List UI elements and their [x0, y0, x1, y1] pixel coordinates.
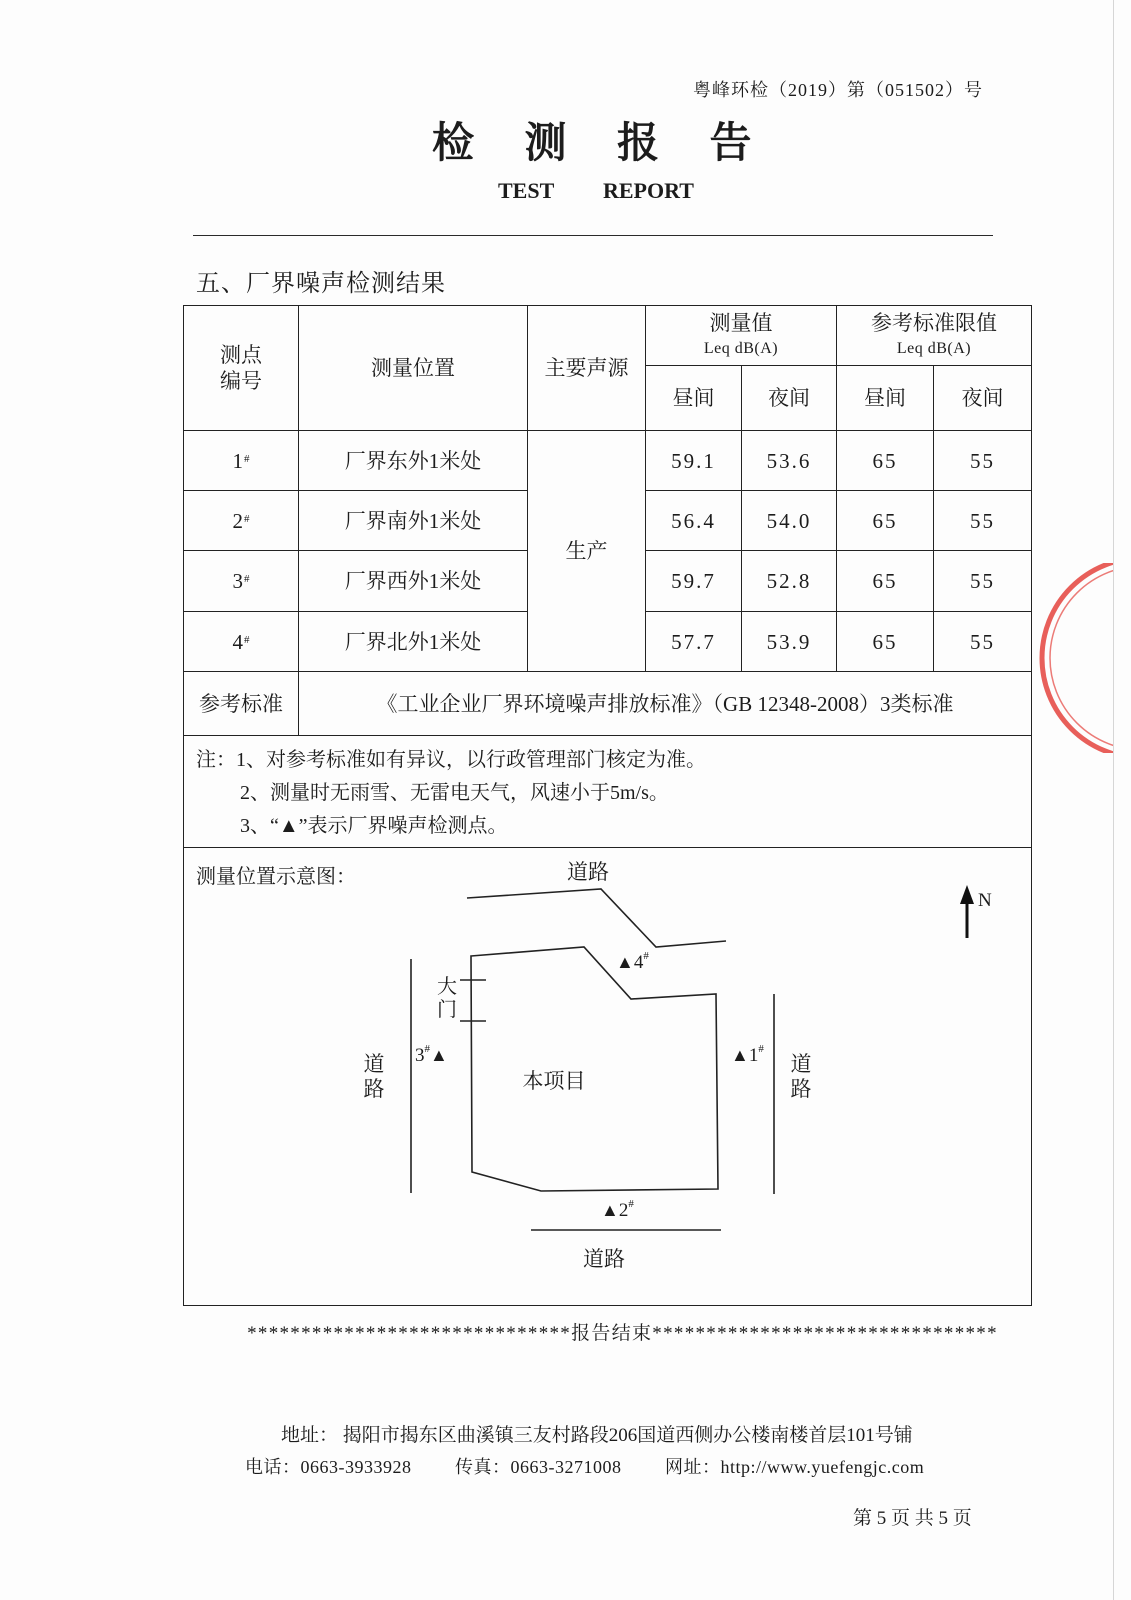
- report-title-en-report: REPORT: [603, 178, 694, 203]
- cell-night-value: 53.6: [742, 431, 837, 491]
- cell-day-value: 59.7: [646, 551, 742, 612]
- cell-limit-day: 65: [837, 612, 934, 672]
- cell-limit-night: 55: [934, 491, 1032, 551]
- cell-limit-day: 65: [837, 551, 934, 612]
- cell-point-id: [184, 551, 299, 612]
- notes-row: [184, 736, 1032, 848]
- point-number: 3: [415, 1045, 425, 1066]
- header-measured-night: 夜间: [742, 366, 837, 431]
- triangle-marker-icon: ▲: [731, 1045, 749, 1065]
- north-label: N: [978, 890, 992, 911]
- cell-limit-night: 55: [934, 431, 1032, 491]
- page-number: 第 5 页 共 5 页: [853, 1508, 972, 1529]
- cell-location: 厂界西外1米处: [299, 551, 528, 612]
- point-suffix: #: [643, 950, 649, 962]
- footer-phone: 电话：0663-3933928: [245, 1457, 412, 1477]
- header-point-id: [184, 306, 299, 431]
- point-number: 3: [232, 569, 243, 593]
- point-number: 2: [618, 1200, 629, 1221]
- note-line-3: 3、“▲”表示厂界噪声检测点。: [240, 815, 508, 837]
- measure-point-1: [731, 1043, 764, 1066]
- noise-results-table: [183, 305, 1032, 1306]
- footer-website: 网址：http://www.yuefengjc.com: [665, 1457, 925, 1477]
- point-suffix: #: [244, 573, 250, 585]
- point-suffix: #: [424, 1043, 430, 1055]
- header-measured-day: 昼间: [646, 366, 742, 431]
- header-limit-night: 夜间: [934, 366, 1032, 431]
- cell-limit-night: 55: [934, 551, 1032, 612]
- header-limit-day: 昼间: [837, 366, 934, 431]
- location-diagram: [184, 848, 1032, 1306]
- cell-night-value: 53.9: [742, 612, 837, 672]
- road-label-right-char-1: 道: [790, 1052, 812, 1076]
- cell-limit-night: 55: [934, 612, 1032, 672]
- header-source: 主要声源: [528, 306, 646, 431]
- road-label-right-char-2: 路: [790, 1077, 812, 1101]
- page-edge-shadow: [1113, 0, 1114, 1600]
- triangle-marker-icon: ▲: [430, 1045, 448, 1065]
- north-arrow-icon: [960, 885, 974, 938]
- diagram-row: [184, 848, 1032, 1306]
- cell-point-id: [184, 491, 299, 551]
- point-number: 1: [232, 448, 243, 473]
- point-suffix: #: [758, 1043, 764, 1055]
- table-row: [184, 431, 1032, 491]
- road-line-top: [467, 889, 726, 947]
- noise-results-table-wrap: [183, 305, 1031, 1306]
- cell-day-value: 59.1: [646, 431, 742, 491]
- point-suffix: #: [244, 452, 250, 465]
- official-seal-stamp: [1030, 563, 1113, 753]
- project-boundary: [471, 947, 718, 1191]
- road-label-left-char-2: 路: [363, 1077, 385, 1101]
- point-number: 4: [232, 629, 243, 654]
- header-divider: [193, 235, 993, 236]
- gate-label-char-2: 门: [437, 999, 457, 1021]
- cell-point-id: [184, 612, 299, 672]
- project-label: 本项目: [522, 1069, 586, 1093]
- point-suffix: #: [628, 1198, 634, 1210]
- triangle-marker-icon: ▲: [601, 1200, 619, 1220]
- road-label-left-char-1: 道: [363, 1052, 385, 1076]
- diagram-caption: 测量位置示意图：: [196, 866, 356, 888]
- cell-point-id: [184, 431, 299, 491]
- road-label-top: 道路: [567, 860, 609, 884]
- point-number: 1: [748, 1045, 759, 1066]
- reference-label: 参考标准: [184, 672, 299, 736]
- cell-night-value: 54.0: [742, 491, 837, 551]
- point-suffix: #: [244, 633, 250, 646]
- cell-day-value: 56.4: [646, 491, 742, 551]
- point-suffix: #: [244, 512, 250, 525]
- header-point-id-line-1: 测点: [220, 343, 262, 367]
- report-title: 检 测 报 告: [432, 121, 772, 167]
- header-measured-unit: Leq dB(A): [703, 339, 779, 357]
- gate-label-char-1: 大: [437, 976, 457, 998]
- cell-day-value: 57.7: [646, 612, 742, 672]
- header-measured: [646, 306, 837, 366]
- measure-point-4: [616, 950, 649, 973]
- header-location: 测量位置: [299, 306, 528, 431]
- reference-row: [184, 672, 1032, 736]
- point-number: 4: [633, 952, 644, 973]
- measure-point-3: [415, 1043, 448, 1066]
- cell-source: 生产: [528, 431, 646, 672]
- triangle-marker-icon: ▲: [616, 952, 634, 972]
- notes-cell: [184, 736, 1032, 848]
- road-label-bottom: 道路: [583, 1247, 625, 1271]
- report-title-en-test: TEST: [498, 178, 555, 203]
- note-line-2: 2、测量时无雨雪、无雷电天气，风速小于5m/s。: [240, 782, 669, 804]
- header-limit-unit: Leq dB(A): [896, 339, 972, 357]
- footer-address: 地址： 揭阳市揭东区曲溪镇三友村路段206国道西侧办公楼南楼首层101号铺: [281, 1425, 913, 1446]
- note-line-1: 注：1、对参考标准如有异议，以行政管理部门核定为准。: [196, 749, 706, 771]
- reference-standard: 《工业企业厂界环境噪声排放标准》（GB 12348-2008）3类标准: [299, 672, 1032, 736]
- header-point-id-line-2: 编号: [220, 369, 262, 393]
- header-limit: [837, 306, 1032, 366]
- cell-location: 厂界南外1米处: [299, 491, 528, 551]
- cell-limit-day: 65: [837, 491, 934, 551]
- document-number: 粤峰环检（2019）第（051502）号: [693, 80, 983, 100]
- header-limit-label: 参考标准限值: [871, 310, 998, 335]
- footer-fax: 传真：0663-3271008: [455, 1457, 622, 1477]
- header-row-1: [184, 306, 1032, 366]
- measure-point-2: [601, 1198, 634, 1221]
- report-end-marker: ******************************报告结束********************************: [247, 1323, 998, 1344]
- point-number: 2: [232, 508, 243, 533]
- cell-location: 厂界北外1米处: [299, 612, 528, 672]
- diagram-cell: [184, 848, 1032, 1306]
- cell-limit-day: 65: [837, 431, 934, 491]
- header-measured-label: 测量值: [709, 310, 773, 335]
- cell-night-value: 52.8: [742, 551, 837, 612]
- cell-location: 厂界东外1米处: [299, 431, 528, 491]
- section-heading: 五、厂界噪声检测结果: [196, 271, 446, 297]
